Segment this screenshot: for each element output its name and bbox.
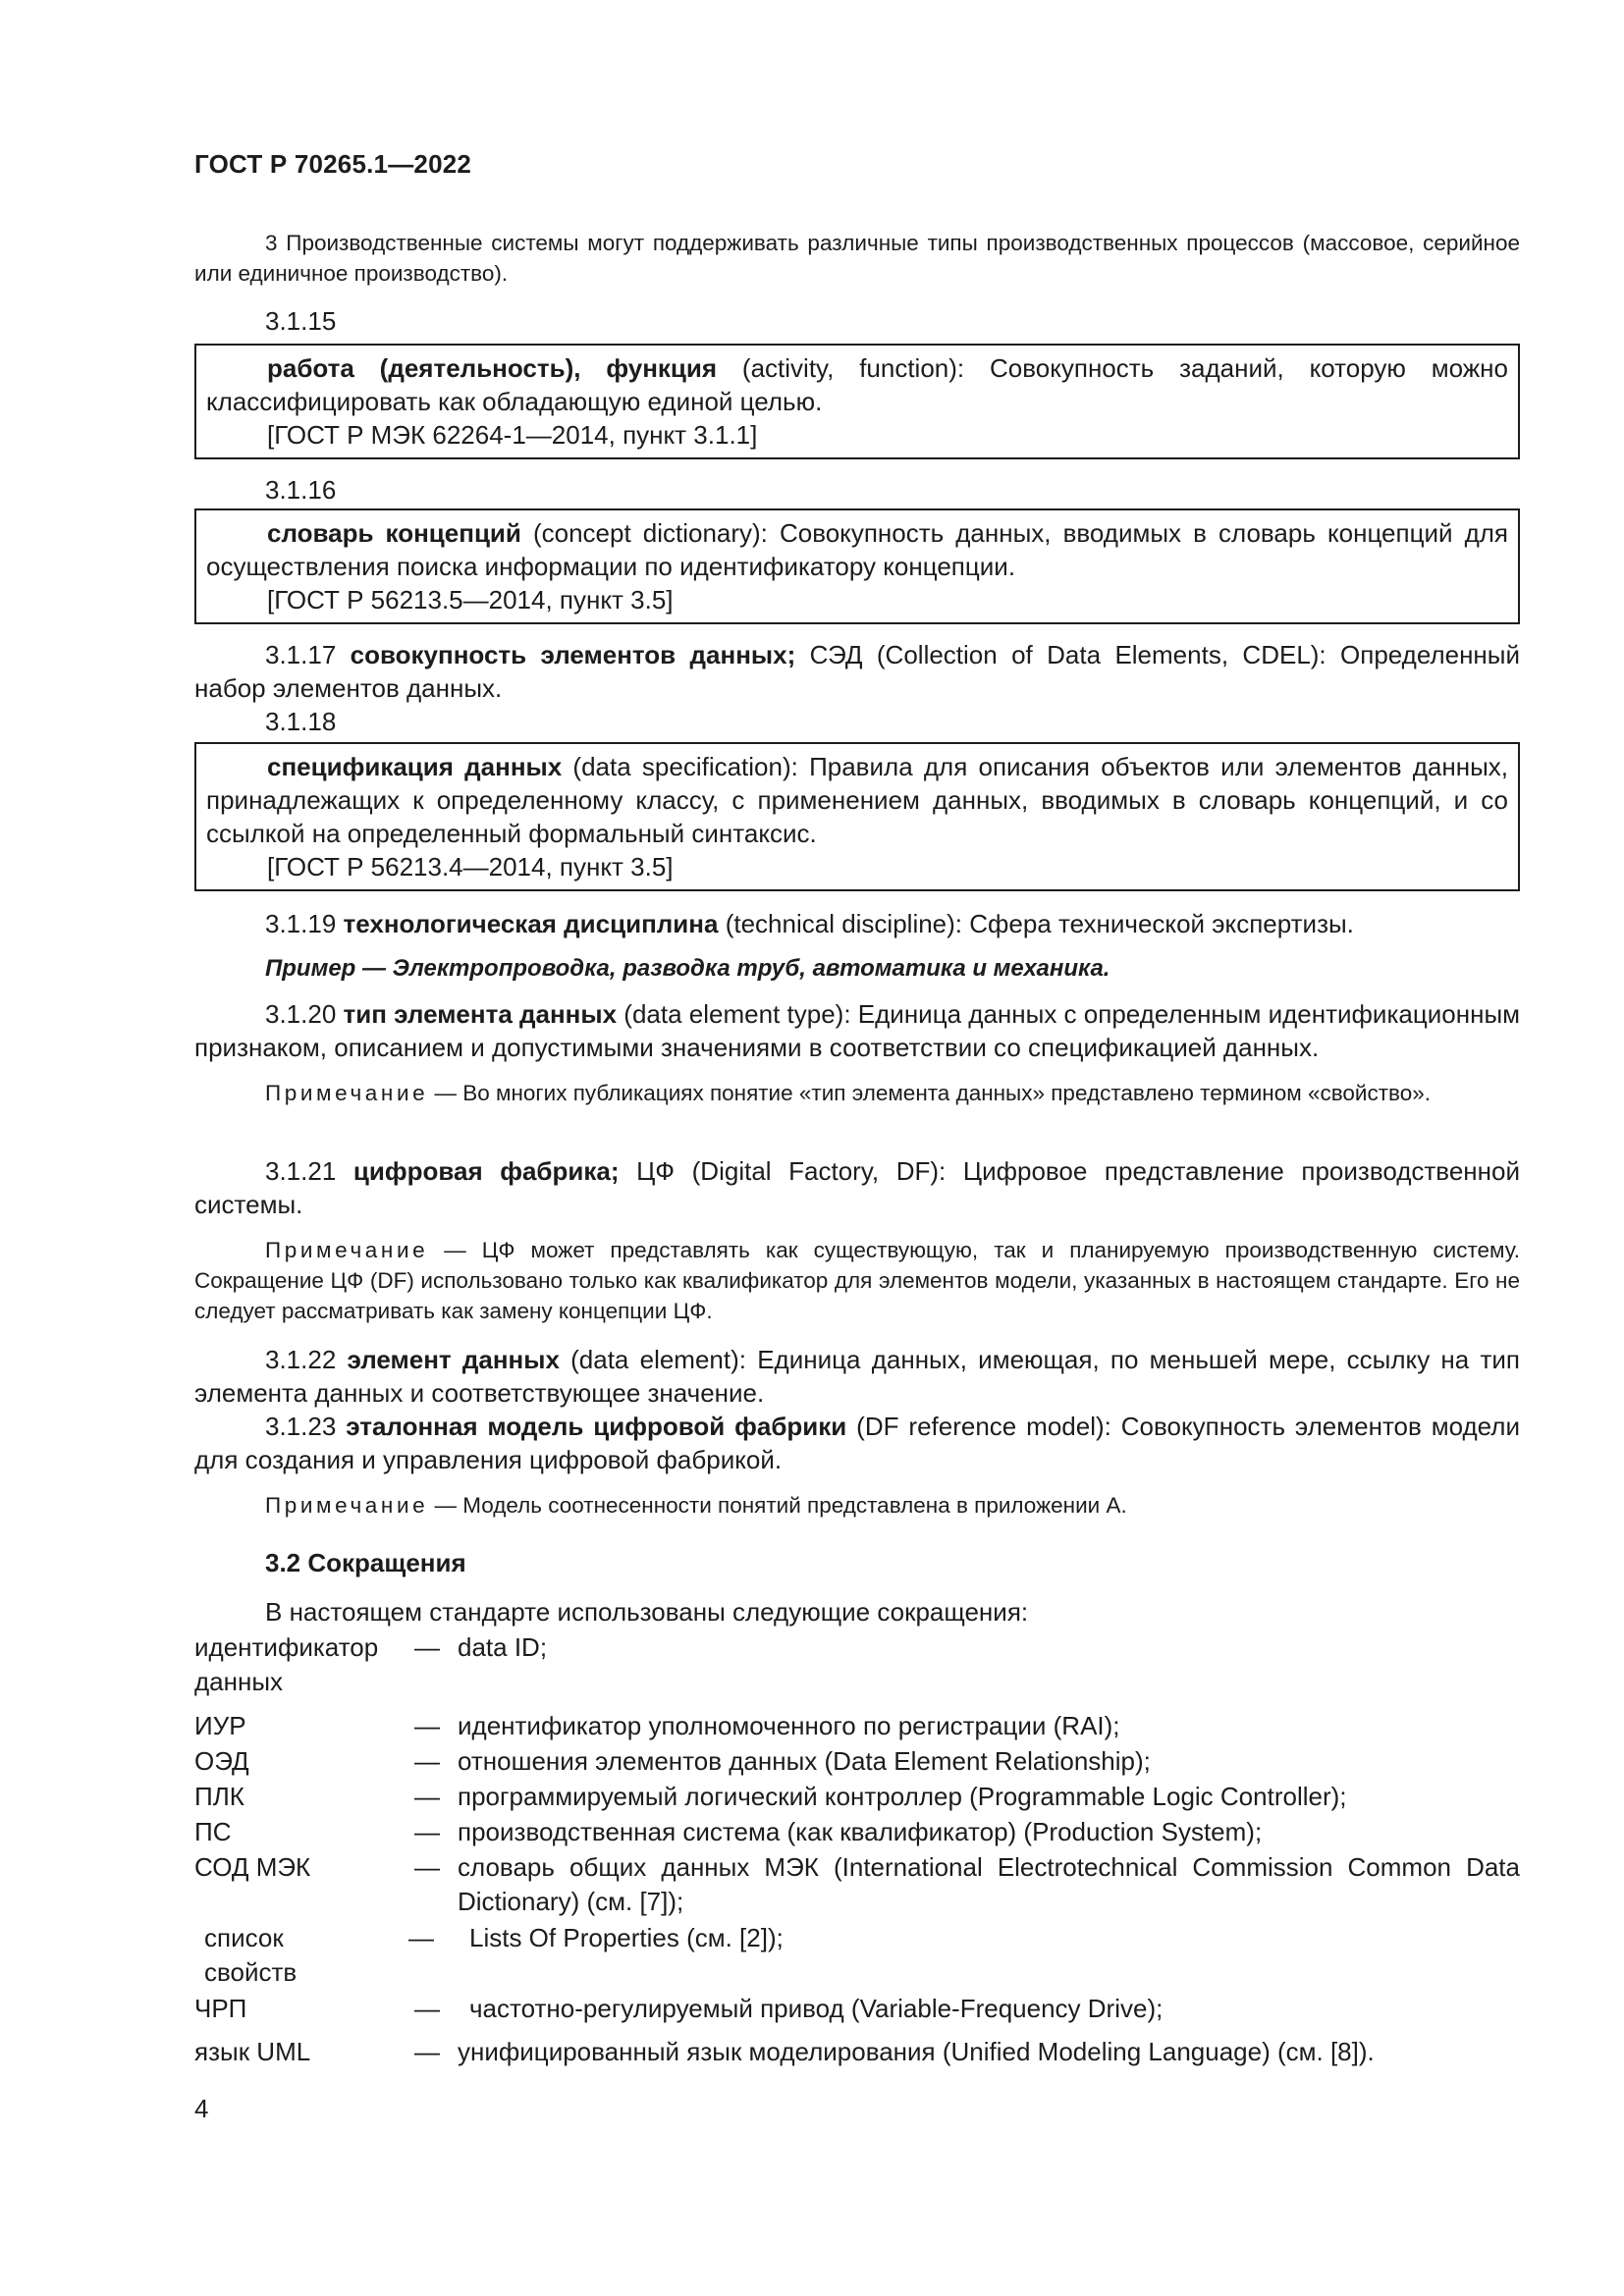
- definition-text: ЦФ (Digital Factory, DF): Цифровое представление производственной системы.: [194, 1156, 1520, 1219]
- definition-number: 3.1.19: [265, 909, 344, 938]
- definition-number: 3.1.20: [265, 999, 344, 1029]
- definition-3-1-23: [194, 1410, 1520, 1476]
- definition-text: (DF reference model): Совокупность элементов модели для создания и управления цифровой фабрикой.: [194, 1412, 1520, 1474]
- abbreviation-term: идентификатор данных: [194, 1632, 379, 1696]
- abbreviation-term: ИУР: [194, 1711, 246, 1740]
- definition-text: (activity, function): Совокупность заданий, которую можно классифицировать как обладающую единой целью.: [206, 353, 1508, 416]
- note-3: 3 Производственные системы могут поддерживать различные типы производственных процессов (массовое, серийное или единичное производство).: [194, 231, 1520, 286]
- definition-text: (concept dictionary): Совокупность данных, вводимых в словарь концепций для осуществления поиска информации по идентификатору концепции.: [206, 518, 1508, 581]
- abbreviation-description: data ID;: [458, 1632, 548, 1662]
- note-text: — Во многих публикациях понятие «тип элемента данных» представлено термином «свойство».: [428, 1081, 1432, 1105]
- abbreviation-dash: —: [414, 1746, 440, 1776]
- abbreviation-dash: —: [414, 1852, 440, 1882]
- definition-body: [206, 351, 1508, 418]
- definition-term: элемент данных: [347, 1345, 560, 1374]
- note-3-1-21: [194, 1235, 1520, 1326]
- section-title: 3.2 Сокращения: [265, 1548, 466, 1577]
- definition-reference: [ГОСТ Р 56213.5—2014, пункт 3.5]: [267, 585, 674, 614]
- abbreviation-description: программируемый логический контроллер (Programmable Logic Controller);: [458, 1782, 1347, 1811]
- definition-number: 3.1.17: [265, 640, 351, 669]
- abbreviation-description: Lists Of Properties (см. [2]);: [469, 1923, 784, 1952]
- definition-text: (data element): Единица данных, имеющая, по меньшей мере, ссылку на тип элемента данных и соответствующее значение.: [194, 1345, 1520, 1408]
- abbreviation-dash: —: [414, 1782, 440, 1811]
- abbreviation-description: производственная система (как квалификатор) (Production System);: [458, 1817, 1263, 1846]
- example-text: Пример — Электропроводка, разводка труб, автоматика и механика.: [265, 955, 1110, 982]
- definition-reference: [ГОСТ Р 56213.4—2014, пункт 3.5]: [267, 852, 674, 881]
- definition-number: 3.1.21: [265, 1156, 353, 1186]
- definition-text: (data element type): Единица данных с определенным идентификационным признаком, описанием и допустимыми значениями в соответствии со спецификацией данных.: [194, 999, 1521, 1062]
- section-intro: В настоящем стандарте использованы следующие сокращения:: [265, 1597, 1029, 1627]
- abbreviation-description: словарь общих данных МЭК (International Electrotechnical Commission Common Data Dictionary) (см. [7]);: [458, 1852, 1520, 1916]
- definition-number: 3.1.16: [265, 475, 337, 505]
- note-label: Примечание: [265, 1238, 429, 1262]
- definition-number: 3.1.15: [265, 306, 337, 336]
- definition-term: тип элемента данных: [343, 999, 618, 1029]
- abbreviation-description: частотно-регулируемый привод (Variable-Frequency Drive);: [469, 1994, 1164, 2023]
- abbreviation-dash: —: [414, 1994, 440, 2023]
- abbreviation-term: ПЛК: [194, 1782, 244, 1811]
- note-3-1-23: [194, 1490, 1520, 1521]
- definition-body: [206, 516, 1508, 583]
- definition-3-1-17: [194, 638, 1520, 705]
- definition-3-1-20: [194, 997, 1520, 1064]
- note-text: — ЦФ может представлять как существующую, так и планируемую производственную систему. Сокращение ЦФ (DF) использовано только как квалификатор для элементов модели, указанных в настоящем стандарте. Его не следует рассматривать как замену концепции ЦФ.: [194, 1238, 1520, 1323]
- note-label: Примечание: [265, 1493, 429, 1518]
- page-number: 4: [194, 2094, 209, 2123]
- definition-3-1-22: [194, 1343, 1520, 1410]
- definition-term: совокупность элементов данных;: [350, 640, 796, 669]
- abbreviation-description: идентификатор уполномоченного по регистрации (RAI);: [458, 1711, 1120, 1740]
- definition-text: (data specification): Правила для описания объектов или элементов данных, принадлежащих к определенному классу, с применением данных, вводимых в словарь концепций, и со ссылкой на определенный формальный синтаксис.: [206, 752, 1508, 848]
- example-3-1-19: [194, 950, 1520, 986]
- definition-term: технологическая дисциплина: [343, 909, 719, 938]
- abbreviation-dash: —: [414, 1632, 440, 1662]
- definition-body: [206, 750, 1508, 850]
- definition-number: 3.1.23: [265, 1412, 347, 1441]
- definition-term: эталонная модель цифровой фабрики: [346, 1412, 847, 1441]
- definition-box-3-1-16: [194, 508, 1520, 624]
- abbreviation-description: отношения элементов данных (Data Element Relationship);: [458, 1746, 1151, 1776]
- definition-box-3-1-18: [194, 742, 1520, 891]
- abbreviation-term: ЧРП: [194, 1994, 247, 2023]
- note-label: Примечание: [265, 1081, 429, 1105]
- abbreviation-term: ПС: [194, 1817, 232, 1846]
- definition-3-1-19: [194, 907, 1520, 940]
- definition-3-1-21: [194, 1154, 1520, 1221]
- note-text: — Модель соотнесенности понятий представлена в приложении А.: [428, 1493, 1127, 1518]
- definition-text: СЭД (Collection of Data Elements, CDEL): Определенный набор элементов данных.: [194, 640, 1521, 703]
- definition-box-3-1-15: [194, 344, 1520, 459]
- definition-text: (technical discipline): Сфера технической экспертизы.: [718, 909, 1354, 938]
- abbreviation-dash: —: [414, 1817, 440, 1846]
- definition-number: 3.1.22: [265, 1345, 348, 1374]
- abbreviation-dash: —: [414, 1711, 440, 1740]
- abbreviation-term: ОЭД: [194, 1746, 249, 1776]
- abbreviation-dash: —: [408, 1923, 434, 1952]
- abbreviation-term: список свойств: [204, 1923, 298, 1987]
- abbreviation-description: унифицированный язык моделирования (Unified Modeling Language) (см. [8]).: [458, 2037, 1375, 2066]
- definition-number: 3.1.18: [265, 707, 337, 736]
- definition-term: цифровая фабрика;: [352, 1156, 620, 1186]
- note-3-1-20: [194, 1078, 1520, 1108]
- definition-term: спецификация данных: [267, 752, 563, 781]
- document-code: ГОСТ Р 70265.1—2022: [194, 149, 472, 179]
- definition-reference: [ГОСТ Р МЭК 62264-1—2014, пункт 3.1.1]: [267, 420, 758, 450]
- abbreviation-term: язык UML: [194, 2037, 311, 2066]
- abbreviation-dash: —: [414, 2037, 440, 2066]
- abbreviation-term: СОД МЭК: [194, 1852, 311, 1882]
- definition-term: словарь концепций: [267, 518, 521, 548]
- definition-term: работа (деятельность), функция: [267, 353, 718, 383]
